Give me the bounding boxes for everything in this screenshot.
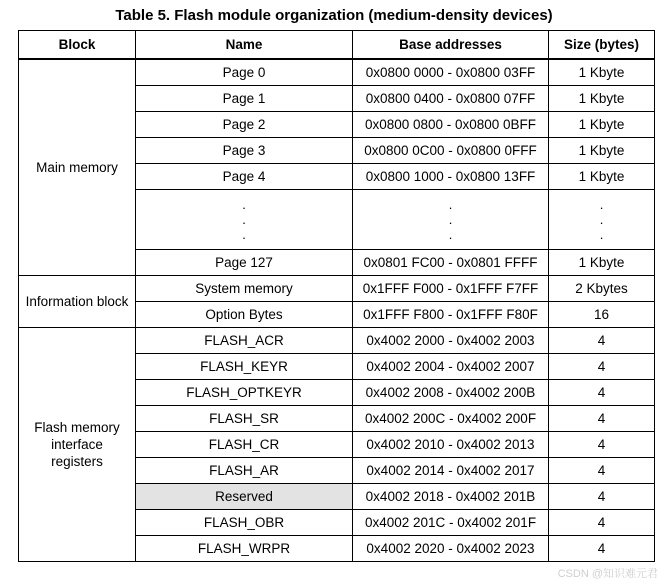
- address-cell: 0x4002 201C - 0x4002 201F: [353, 510, 549, 536]
- header-block: Block: [19, 31, 136, 60]
- size-cell: 4: [549, 354, 655, 380]
- address-cell: 0x1FFF F800 - 0x1FFF F80F: [353, 302, 549, 328]
- header-base-addresses: Base addresses: [353, 31, 549, 60]
- size-cell: 16: [549, 302, 655, 328]
- table-row: [19, 328, 655, 354]
- watermark: CSDN @知识难元君: [557, 568, 658, 580]
- address-cell: 0x0800 0800 - 0x0800 0BFF: [353, 112, 549, 138]
- name-cell: Reserved: [136, 484, 353, 510]
- ellipsis-dot: .: [448, 227, 453, 242]
- size-cell: 4: [549, 510, 655, 536]
- ellipsis-cell: [353, 190, 549, 250]
- ellipsis-dot: .: [448, 197, 453, 212]
- table-title: Table 5. Flash module organization (medium-density devices): [115, 7, 553, 24]
- size-cell: 4: [549, 536, 655, 562]
- block-label-line: Flash memory: [34, 420, 120, 435]
- size-cell: 4: [549, 328, 655, 354]
- address-cell: 0x4002 2020 - 0x4002 2023: [353, 536, 549, 562]
- size-cell: 1 Kbyte: [549, 164, 655, 190]
- ellipsis-dot: .: [599, 212, 604, 227]
- ellipsis-cell: [549, 190, 655, 250]
- size-cell: 1 Kbyte: [549, 112, 655, 138]
- size-cell: 4: [549, 458, 655, 484]
- block-label-line: registers: [51, 454, 103, 469]
- ellipsis-cell: [136, 190, 353, 250]
- name-cell: Page 0: [136, 59, 353, 86]
- header-name: Name: [136, 31, 353, 60]
- address-cell: 0x4002 200C - 0x4002 200F: [353, 406, 549, 432]
- table-row: [19, 276, 655, 302]
- flash-organization-table: [18, 30, 655, 562]
- address-cell: 0x4002 2000 - 0x4002 2003: [353, 328, 549, 354]
- name-cell: Option Bytes: [136, 302, 353, 328]
- name-cell: Page 3: [136, 138, 353, 164]
- address-cell: 0x0801 FC00 - 0x0801 FFFF: [353, 250, 549, 276]
- block-information: Information block: [19, 276, 136, 328]
- ellipsis-dot: .: [599, 227, 604, 242]
- header-row: [19, 31, 655, 60]
- block-main-memory: Main memory: [19, 59, 136, 276]
- address-cell: 0x4002 2008 - 0x4002 200B: [353, 380, 549, 406]
- table-row: [19, 59, 655, 86]
- size-cell: 4: [549, 484, 655, 510]
- size-cell: 2 Kbytes: [549, 276, 655, 302]
- ellipsis-dot: .: [242, 212, 246, 227]
- address-cell: 0x1FFF F000 - 0x1FFF F7FF: [353, 276, 549, 302]
- address-cell: 0x4002 2010 - 0x4002 2013: [353, 432, 549, 458]
- size-cell: 4: [549, 380, 655, 406]
- name-cell: Page 2: [136, 112, 353, 138]
- name-cell: FLASH_SR: [136, 406, 353, 432]
- address-cell: 0x4002 2018 - 0x4002 201B: [353, 484, 549, 510]
- name-cell: System memory: [136, 276, 353, 302]
- name-cell: FLASH_AR: [136, 458, 353, 484]
- name-cell: Page 1: [136, 86, 353, 112]
- address-cell: 0x0800 0400 - 0x0800 07FF: [353, 86, 549, 112]
- name-cell: FLASH_WRPR: [136, 536, 353, 562]
- ellipsis-dot: .: [448, 212, 453, 227]
- block-flash-registers: [19, 328, 136, 562]
- address-cell: 0x4002 2014 - 0x4002 2017: [353, 458, 549, 484]
- header-size: Size (bytes): [549, 31, 655, 60]
- name-cell: Page 127: [136, 250, 353, 276]
- name-cell: Page 4: [136, 164, 353, 190]
- block-label-line: interface: [51, 437, 103, 452]
- size-cell: 4: [549, 432, 655, 458]
- ellipsis-dot: .: [242, 227, 246, 242]
- name-cell: FLASH_OBR: [136, 510, 353, 536]
- size-cell: 4: [549, 406, 655, 432]
- name-cell: FLASH_KEYR: [136, 354, 353, 380]
- address-cell: 0x4002 2004 - 0x4002 2007: [353, 354, 549, 380]
- size-cell: 1 Kbyte: [549, 86, 655, 112]
- address-cell: 0x0800 0000 - 0x0800 03FF: [353, 59, 549, 86]
- size-cell: 1 Kbyte: [549, 250, 655, 276]
- name-cell: FLASH_ACR: [136, 328, 353, 354]
- ellipsis-dot: .: [242, 197, 246, 212]
- size-cell: 1 Kbyte: [549, 59, 655, 86]
- address-cell: 0x0800 0C00 - 0x0800 0FFF: [353, 138, 549, 164]
- address-cell: 0x0800 1000 - 0x0800 13FF: [353, 164, 549, 190]
- size-cell: 1 Kbyte: [549, 138, 655, 164]
- ellipsis-dot: .: [599, 197, 604, 212]
- name-cell: FLASH_OPTKEYR: [136, 380, 353, 406]
- name-cell: FLASH_CR: [136, 432, 353, 458]
